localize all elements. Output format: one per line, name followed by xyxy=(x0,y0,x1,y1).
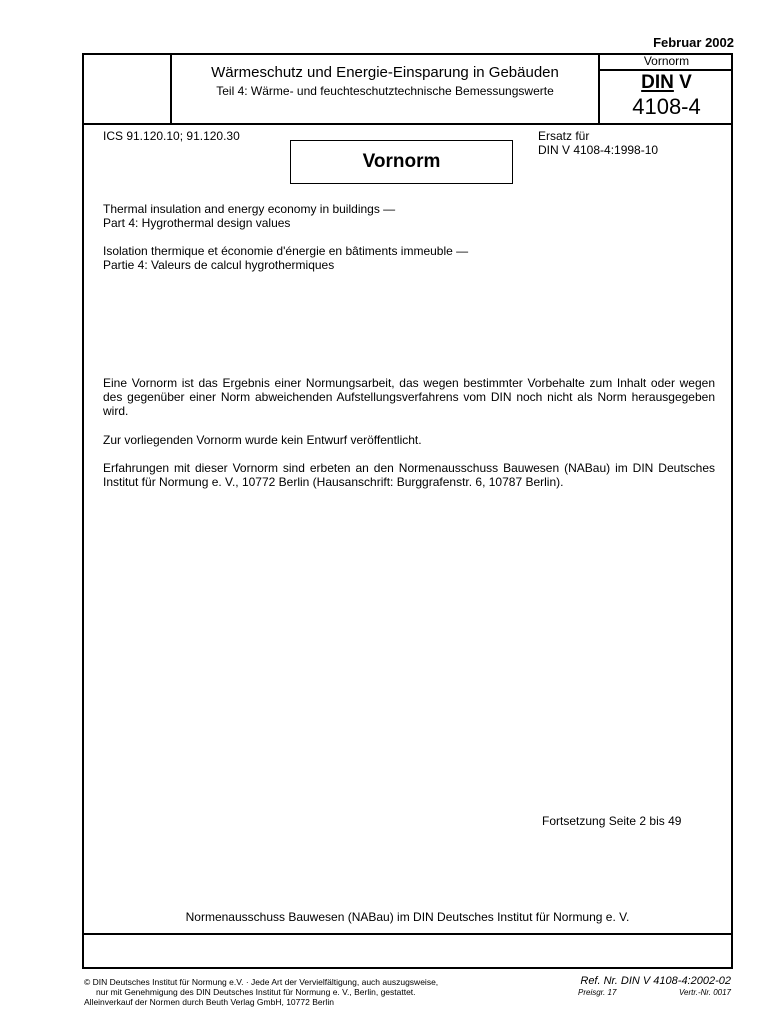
tag-divider xyxy=(598,69,733,71)
body-paragraph-2: Zur vorliegenden Vornorm wurde kein Entwurf veröffentlicht. xyxy=(103,433,422,447)
distribution-number: Vertr.-Nr. 0017 xyxy=(678,988,731,997)
replacement-label: Ersatz für xyxy=(538,129,590,143)
copyright-notice xyxy=(84,977,438,1007)
english-title xyxy=(103,202,715,230)
status-box: Vornorm xyxy=(290,140,513,184)
din-designation xyxy=(600,72,733,94)
french-title-line2: Partie 4: Valeurs de calcul hygrothermiques xyxy=(103,258,335,272)
footer-top-line xyxy=(82,933,733,935)
document-title: Wärmeschutz und Energie-Einsparung in Gebäuden xyxy=(211,64,559,81)
english-title-line2: Part 4: Hygrothermal design values xyxy=(103,216,291,230)
price-group: Preisgr. 17 xyxy=(578,988,617,997)
copyright-line1: © DIN Deutsches Institut für Normung e.V. · Jede Art der Vervielfältigung, auch auszugsweise, xyxy=(84,977,439,987)
body-paragraph-1: Eine Vornorm ist das Ergebnis einer Normungsarbeit, das wegen bestimmter Vorbehalte zum Inhalt oder wegen des gegenüber einer Norm abweichenden Aufstellungsverfahrens vom DIN noch nicht als Norm herausgegeben wird. xyxy=(103,376,715,418)
document-frame xyxy=(82,53,733,969)
replacement-info xyxy=(538,129,658,157)
copyright-line3: Alleinverkauf der Normen durch Beuth Verlag GmbH, 10772 Berlin xyxy=(84,997,334,1007)
copyright-line2: nur mit Genehmigung des DIN Deutsches Institut für Normung e. V., Berlin, gestattet. xyxy=(96,987,416,997)
din-logo: DIN xyxy=(641,72,674,93)
document-number: 4108-4 xyxy=(632,94,701,119)
ics-code: ICS 91.120.10; 91.120.30 xyxy=(103,129,240,143)
french-title xyxy=(103,244,715,272)
document-subtitle: Teil 4: Wärme- und feuchteschutztechnische Bemessungswerte xyxy=(216,84,554,98)
body-paragraph-3: Erfahrungen mit dieser Vornorm sind erbeten an den Normenausschuss Bauwesen (NABau) im DIN Deutsches Institut für Normung e. V., 10772 Berlin (Hausanschrift: Burggrafenstr. 6, 10787 Berlin). xyxy=(103,461,715,489)
committee-name: Normenausschuss Bauwesen (NABau) im DIN Deutsches Institut für Normung e. V. xyxy=(185,910,630,924)
din-suffix: V xyxy=(679,72,692,93)
document-type-tag: Vornorm xyxy=(643,54,690,68)
replacement-value: DIN V 4108-4:1998-10 xyxy=(538,143,659,157)
english-title-line1: Thermal insulation and energy economy in buildings — xyxy=(103,202,396,216)
reference-number: Ref. Nr. DIN V 4108-4:2002-02 xyxy=(580,975,731,987)
publication-date: Februar 2002 xyxy=(653,35,734,50)
french-title-line1: Isolation thermique et économie d'énergie en bâtiments immeuble — xyxy=(103,244,469,258)
continuation-note: Fortsetzung Seite 2 bis 49 xyxy=(542,814,682,828)
header-bottom-line xyxy=(82,123,733,125)
